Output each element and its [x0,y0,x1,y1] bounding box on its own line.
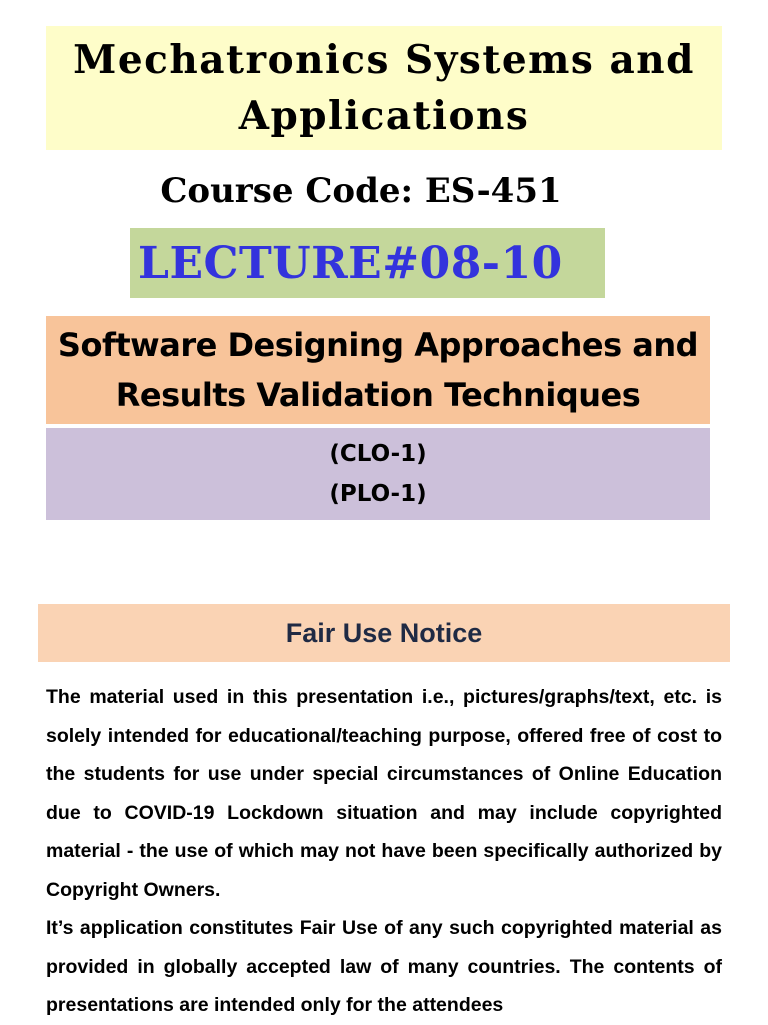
notice-paragraph: It’s application constitutes Fair Use of any such copyrighted material as provided in globally accepted law of many countries. The contents of presentations are intended only for the attendees [46,917,722,1016]
lecture-topic: Software Designing Approaches and Results Validation Techniques [57,326,699,414]
course-title-banner [46,26,722,150]
clo-label: (CLO-1) [329,441,427,467]
lecture-banner [130,228,605,298]
learning-outcomes-box [46,428,710,520]
lecture-number: LECTURE#08-10 [138,237,563,289]
course-title: Mechatronics Systems and Applications [73,37,695,139]
notice-paragraph: The material used in this presentation i.e., pictures/graphs/text, etc. is solely intended for educational/teaching purpose, offered free of cost to the students for use under special circumstances of Online Education due to COVID-19 Lockdown situation and may include copyrighted material - the use of which may not have been specifically authorized by Copyright Owners. [46,686,722,901]
fair-use-notice-body [46,678,722,1025]
plo-label: (PLO-1) [329,481,427,507]
course-code: Course Code: ES-451 [160,171,562,211]
fair-use-notice-heading: Fair Use Notice [285,617,483,648]
lecture-topic-banner [46,316,710,424]
fair-use-notice-header [38,604,730,662]
